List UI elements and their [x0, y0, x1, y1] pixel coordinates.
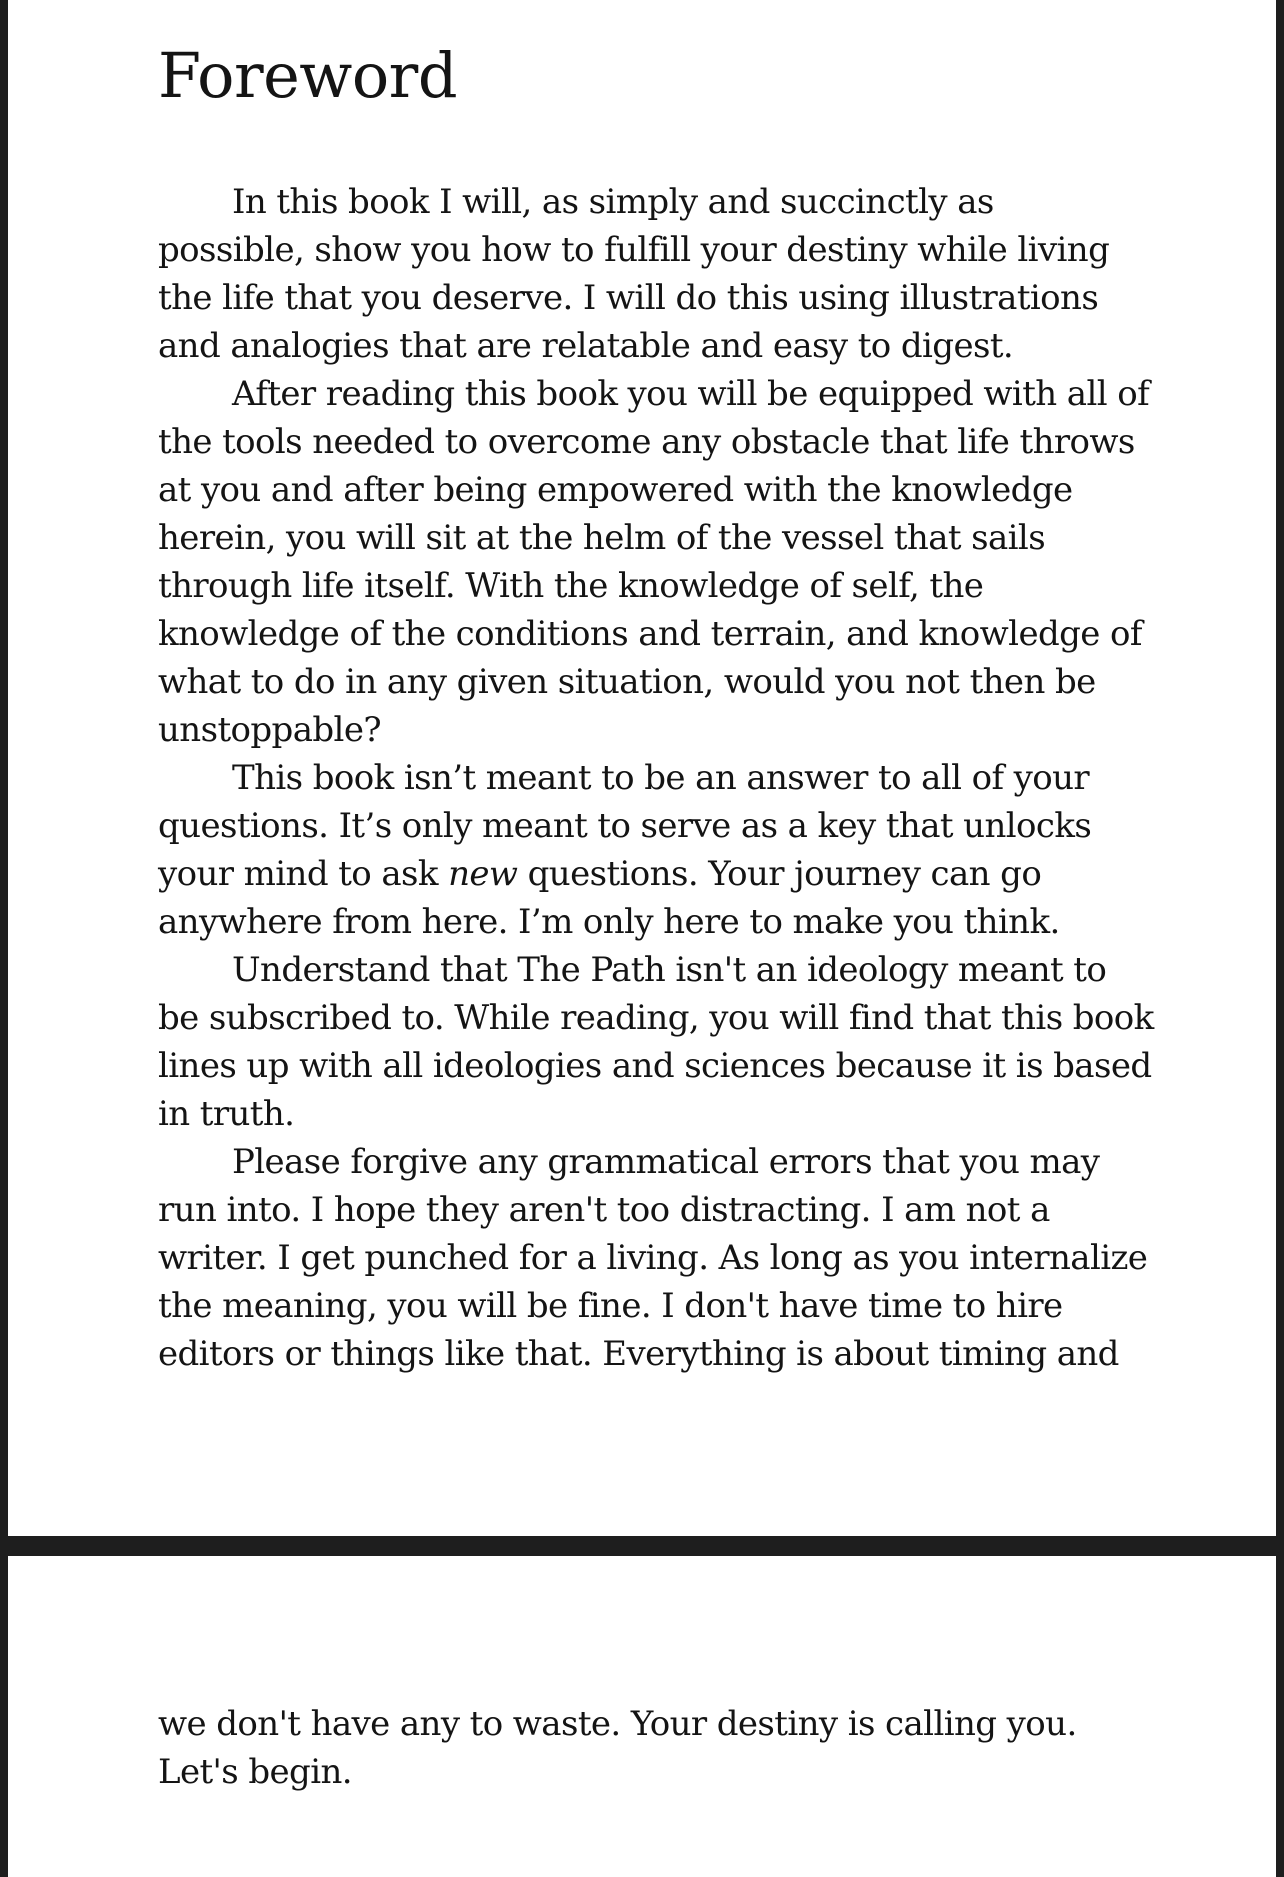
text-line: the tools needed to overcome any obstacle that life throws: [158, 422, 1135, 462]
text-line: and analogies that are relatable and easy to digest.: [158, 326, 1014, 366]
text-line: at you and after being empowered with the knowledge: [158, 470, 1073, 510]
text-line: possible, show you how to fulfill your destiny while living: [158, 230, 1110, 270]
emphasis-text: new: [448, 854, 518, 894]
text-line: editors or things like that. Everything is about timing and: [158, 1334, 1119, 1374]
text-line: what to do in any given situation, would you not then be: [158, 662, 1096, 702]
text-line: In this book I will, as simply and succinctly as: [232, 182, 994, 222]
text-line: questions. It’s only meant to serve as a key that unlocks: [158, 806, 1092, 846]
text-fragment: your mind to ask: [158, 854, 449, 894]
page-title: Foreword: [158, 39, 458, 112]
text-line: This book isn’t meant to be an answer to all of your: [232, 758, 1090, 798]
continued-text: [158, 1700, 1148, 1796]
text-line: run into. I hope they aren't too distracting. I am not a: [158, 1190, 1050, 1230]
text-line: Please forgive any grammatical errors that you may: [232, 1142, 1100, 1182]
text-line: Let's begin.: [158, 1752, 352, 1792]
page-1: [8, 0, 1276, 1536]
text-line: we don't have any to waste. Your destiny is calling you.: [158, 1704, 1077, 1744]
text-line: lines up with all ideologies and sciences because it is based: [158, 1046, 1152, 1086]
text-fragment: questions. Your journey can go: [517, 854, 1042, 894]
text-line: the meaning, you will be fine. I don't have time to hire: [158, 1286, 1063, 1326]
text-line: through life itself. With the knowledge of self, the: [158, 566, 984, 606]
text-line: knowledge of the conditions and terrain, and knowledge of: [158, 614, 1142, 654]
text-line: writer. I get punched for a living. As long as you internalize: [158, 1238, 1148, 1278]
text-line: [158, 850, 1148, 898]
foreword-text: [158, 178, 1154, 1378]
text-line: the life that you deserve. I will do this using illustrations: [158, 278, 1099, 318]
text-line: be subscribed to. While reading, you will find that this book: [158, 998, 1154, 1038]
text-line: herein, you will sit at the helm of the vessel that sails: [158, 518, 1046, 558]
text-line: Understand that The Path isn't an ideology meant to: [232, 950, 1107, 990]
text-line: unstoppable?: [158, 710, 381, 750]
text-line: After reading this book you will be equipped with all of: [232, 374, 1150, 414]
text-line: in truth.: [158, 1094, 295, 1134]
text-line: anywhere from here. I’m only here to make you think.: [158, 902, 1060, 942]
